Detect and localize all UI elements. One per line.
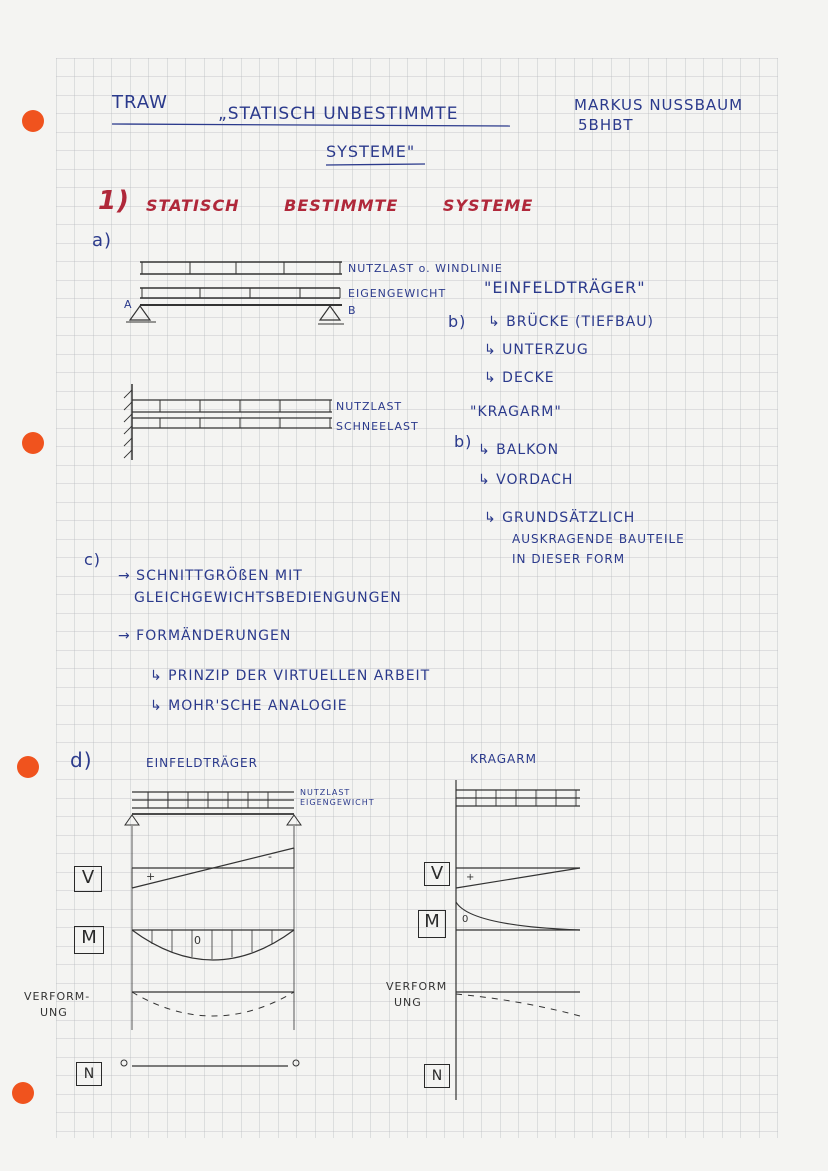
box-m-left: M <box>74 926 104 954</box>
sign-zero-right: 0 <box>462 914 470 925</box>
part-a-label: a) <box>92 230 113 251</box>
title-line1: „STATISCH UNBESTIMMTE <box>218 104 459 124</box>
c-line-1: → SCHNITTGRÖßEN MIT <box>118 568 303 584</box>
box-v-right: V <box>424 862 450 886</box>
cantilever-load-bottom: SCHNEELAST <box>336 420 419 433</box>
support-b: B <box>348 304 357 317</box>
beam-b-label: b) <box>448 312 467 331</box>
c-line-2: GLEICHGEWICHTSBEDIENGUNGEN <box>134 590 402 606</box>
deform-left-2: UNG <box>40 1006 68 1019</box>
d-right-title: KRAGARM <box>470 752 537 766</box>
cantilever-note-1: AUSKRAGENDE BAUTEILE <box>512 532 685 546</box>
d-load-label-1: NUTZLAST <box>300 788 351 797</box>
sign-minus-left: - <box>268 850 273 863</box>
cantilever-title: "KRAGARM" <box>470 404 562 420</box>
section1-heading: STATISCH BESTIMMTE SYSTEME <box>146 196 534 215</box>
deform-left-1: VERFORM- <box>24 990 91 1003</box>
deform-right-1: VERFORM <box>386 980 448 993</box>
beam-example-3: ↳ DECKE <box>484 370 555 386</box>
part-c-label: c) <box>84 550 102 569</box>
beam-title: "EINFELDTRÄGER" <box>484 278 646 297</box>
cantilever-load-top: NUTZLAST <box>336 400 403 413</box>
deform-right-2: UNG <box>394 996 422 1009</box>
sign-zero-moment: 0 <box>194 934 202 947</box>
author: MARKUS NUSSBAUM <box>574 96 744 114</box>
support-a: A <box>124 298 133 311</box>
beam-load-top: NUTZLAST o. WINDLINIE <box>348 262 503 275</box>
cantilever-example-1: ↳ BALKON <box>478 442 560 458</box>
title-line2: SYSTEME" <box>326 142 416 161</box>
part-d-label: d) <box>70 748 93 772</box>
box-m-right: M <box>418 910 446 938</box>
box-n-right: N <box>424 1064 450 1088</box>
sign-plus-left: + <box>146 870 157 883</box>
subject: TRAW <box>112 92 168 113</box>
sign-plus-right: + <box>466 872 476 883</box>
d-left-title: EINFELDTRÄGER <box>146 756 258 770</box>
d-load-label-2: EIGENGEWICHT <box>300 798 375 807</box>
beam-example-1: ↳ BRÜCKE (TIEFBAU) <box>488 314 654 330</box>
section1-number: 1) <box>98 186 130 216</box>
beam-load-bottom: EIGENGEWICHT <box>348 287 447 300</box>
cantilever-example-3: ↳ GRUNDSÄTZLICH <box>484 510 636 526</box>
cantilever-example-2: ↳ VORDACH <box>478 472 574 488</box>
class: 5BHBT <box>578 116 634 134</box>
box-n-left: N <box>76 1062 102 1086</box>
cantilever-b-label: b) <box>454 432 473 451</box>
box-v-left: V <box>74 866 102 892</box>
beam-example-2: ↳ UNTERZUG <box>484 342 589 358</box>
c-line-5: ↳ MOHR'SCHE ANALOGIE <box>150 698 348 714</box>
c-line-4: ↳ PRINZIP DER VIRTUELLEN ARBEIT <box>150 668 431 684</box>
cantilever-note-2: IN DIESER FORM <box>512 552 626 566</box>
c-line-3: → FORMÄNDERUNGEN <box>118 628 292 644</box>
